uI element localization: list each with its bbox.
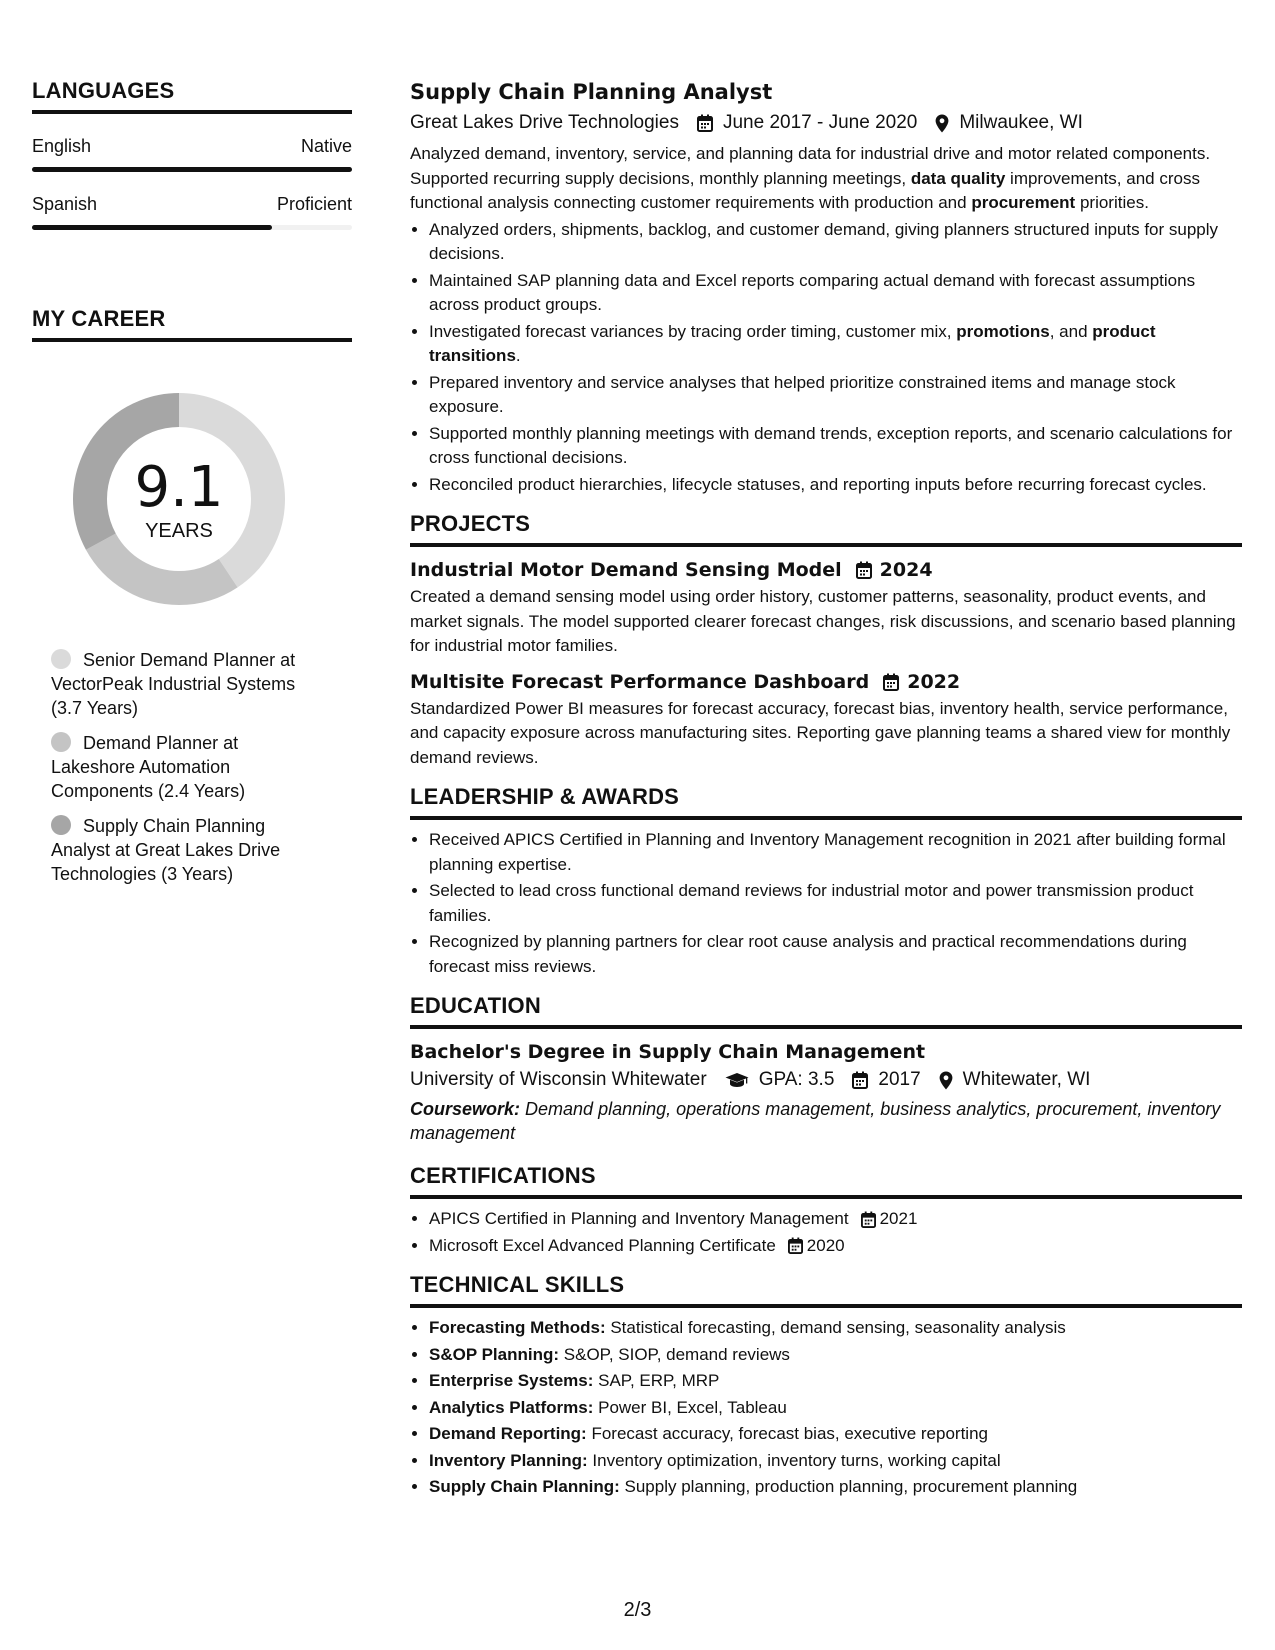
job-dates: June 2017 - June 2020 [722,112,918,133]
legend-label: Supply Chain Planning Analyst at Great Lakes Drive Technologies (3 Years) [51,816,281,884]
career-donut-chart [64,384,294,614]
graduation-year: 2017 [878,1069,921,1090]
graduation-cap-icon [725,1072,749,1088]
language-level: Native [300,136,352,156]
career-legend-item [51,814,321,886]
company-name: Great Lakes Drive Technologies [410,112,679,133]
projects-section [410,511,1242,770]
project-year: 2024 [879,559,933,581]
list-item: • Maintained SAP planning data and Excel reports comparing actual demand with forecast assumptions across product groups. [429,269,1242,318]
list-item: • Investigated forecast variances by tracing order timing, customer mix, promotions, and product transitions. [429,320,1242,369]
language-proficiency-bar [32,167,352,172]
language-entry [32,136,352,172]
legend-swatch [51,732,71,752]
certification-name: • APICS Certified in Planning and Inventory Management [429,1209,849,1228]
list-item [429,1234,1242,1259]
skill-item: • Analytics Platforms: Power BI, Excel, Tableau [429,1396,1242,1421]
job-meta [410,112,1242,134]
job-summary: Analyzed demand, inventory, service, and planning data for industrial drive and motor related components. Supported recurring supply decisions, monthly planning meetings, data quality improvements, and cross functional analysis connecting customer requirements with production and procurement priorities. [410,144,1211,212]
skills-section [410,1272,1242,1500]
education-meta [410,1069,1242,1091]
projects-heading: PROJECTS [410,511,1242,547]
school-name: University of Wisconsin Whitewater [410,1069,707,1090]
certifications-heading: CERTIFICATIONS [410,1163,1242,1199]
language-entry [32,194,352,230]
skill-item: • S&OP Planning: S&OP, SIOP, demand reviews [429,1343,1242,1368]
career-legend-item [51,648,321,720]
list-item: • Received APICS Certified in Planning and Inventory Management recognition in 2021 after building formal planning expertise. [429,828,1242,877]
skill-item: • Forecasting Methods: Statistical forecasting, demand sensing, seasonality analysis [429,1316,1242,1341]
skill-item: • Enterprise Systems: SAP, ERP, MRP [429,1369,1242,1394]
language-name: Spanish [32,194,98,214]
calendar-icon [697,114,713,132]
leadership-section [410,784,1242,979]
legend-label: Senior Demand Planner at VectorPeak Industrial Systems (3.7 Years) [51,650,296,718]
language-name: English [32,136,92,156]
gpa: GPA: 3.5 [758,1069,835,1090]
list-item: • Reconciled product hierarchies, lifecycle statuses, and reporting inputs before recurring forecast cycles. [429,473,1242,498]
career-heading: MY CAREER [32,306,352,342]
calendar-icon [861,1211,876,1228]
calendar-icon [852,1071,868,1089]
career-years-label: YEARS [145,520,213,542]
legend-label: Demand Planner at Lakeshore Automation Components (2.4 Years) [51,733,246,801]
language-level: Proficient [276,194,352,214]
career-legend [32,648,352,886]
list-item: • Selected to lead cross functional demand reviews for industrial motor and power transmission product families. [429,879,1242,928]
job-location: Milwaukee, WI [959,112,1083,133]
legend-swatch [51,649,71,669]
language-proficiency-bar [32,225,352,230]
career-legend-item [51,731,321,803]
calendar-icon [856,561,872,579]
list-item: • Prepared inventory and service analyses that helped prioritize constrained items and manage stock exposure. [429,371,1242,420]
skill-item: • Inventory Planning: Inventory optimization, inventory turns, working capital [429,1449,1242,1474]
calendar-icon [788,1237,803,1254]
certification-year: 2020 [806,1235,845,1255]
legend-swatch [51,815,71,835]
education-section [410,993,1242,1145]
skills-heading: TECHNICAL SKILLS [410,1272,1242,1308]
language-proficiency-fill [32,225,272,230]
leadership-heading: LEADERSHIP & AWARDS [410,784,1242,820]
list-item: • Analyzed orders, shipments, backlog, and customer demand, giving planners structured inputs for supply decisions. [429,218,1242,267]
skill-item: • Supply Chain Planning: Supply planning, production planning, procurement planning [429,1475,1242,1500]
certification-name: • Microsoft Excel Advanced Planning Certificate [429,1235,776,1255]
map-pin-icon [939,1071,953,1090]
certification-year: 2021 [879,1209,918,1228]
education-heading: EDUCATION [410,993,1242,1029]
degree-title: Bachelor's Degree in Supply Chain Management [410,1041,926,1063]
languages-heading: LANGUAGES [32,78,352,114]
school-location: Whitewater, WI [962,1069,1091,1090]
project-year: 2022 [907,670,961,693]
certifications-section [410,1163,1242,1258]
right-column [410,78,1242,1502]
project-description: Standardized Power BI measures for forecast accuracy, forecast bias, inventory health, service performance, and capacity exposure across manufacturing sites. Reporting gave planning teams a shared view for monthly demand reviews. [410,698,1231,767]
list-item [429,1207,1242,1232]
job-title: Supply Chain Planning Analyst [410,80,773,104]
list-item: • Recognized by planning partners for clear root cause analysis and practical recommendations during forecast miss reviews. [429,930,1242,979]
list-item: • Supported monthly planning meetings with demand trends, exception reports, and scenario calculations for cross functional decisions. [429,422,1242,471]
left-column [32,78,352,897]
skill-item: • Demand Reporting: Forecast accuracy, forecast bias, executive reporting [429,1422,1242,1447]
calendar-icon [883,673,899,691]
job-bullets [410,218,1242,498]
coursework: Coursework: Demand planning, operations management, business analytics, procurement, inventory management [410,1099,1221,1143]
project-description: Created a demand sensing model using order history, customer patterns, seasonality, product events, and market signals. The model supported clearer forecast changes, risk discussions, and scenario based planning for industrial motor families. [410,587,1236,655]
map-pin-icon [935,114,949,133]
project-title: Multisite Forecast Performance Dashboard 2022 [410,670,961,693]
page-number: 2/3 [623,1599,652,1621]
language-proficiency-fill [32,167,352,172]
project-title: Industrial Motor Demand Sensing Model 2024 [410,559,933,581]
career-total-years: 9.1 [134,455,224,520]
